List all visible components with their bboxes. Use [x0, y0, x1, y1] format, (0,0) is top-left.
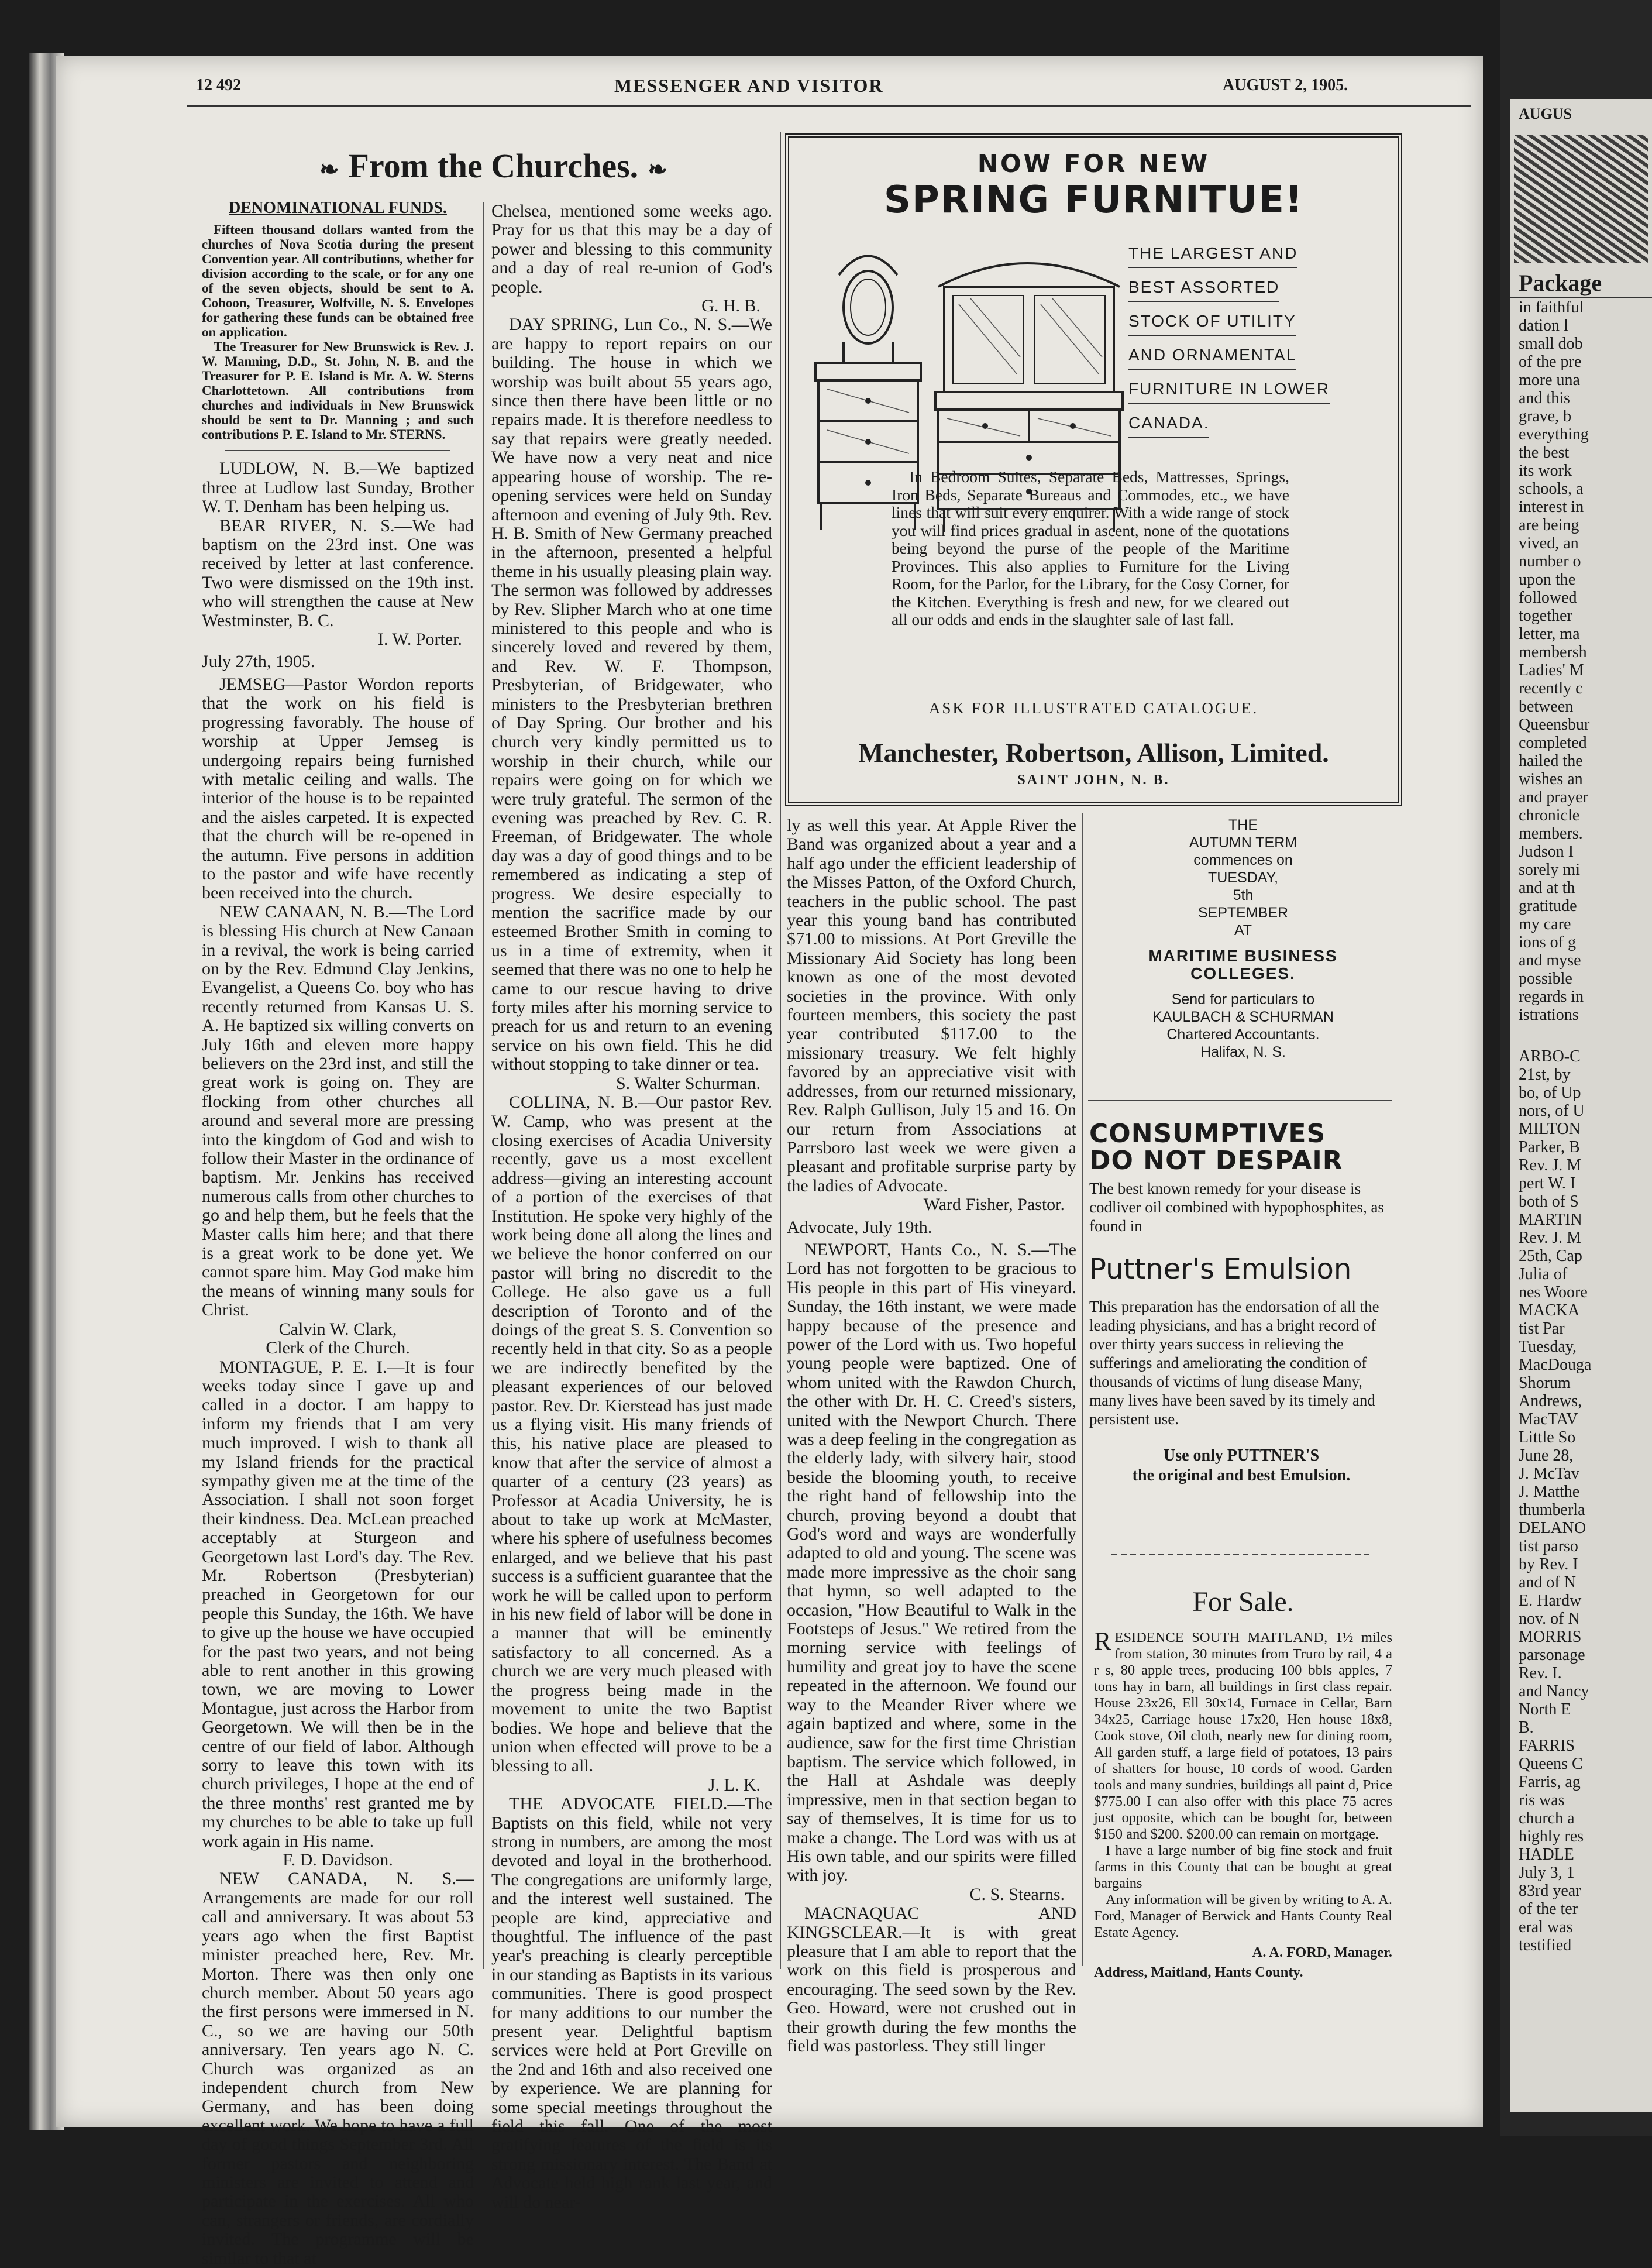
adjacent-page-line: of the ter [1519, 1900, 1578, 1918]
adjacent-page-line: parsonage [1519, 1646, 1585, 1664]
ad-signature: A. A. FORD, Manager. [1252, 1944, 1392, 1960]
signature: S. Walter Schurman. [616, 1073, 760, 1093]
column-rule [483, 202, 484, 1969]
ad-body: The best known remedy for your disease is codliver oil combined with hypophosphites, as found in [1089, 1180, 1384, 1235]
adjacent-page-line: Queensbur [1519, 716, 1590, 734]
adjacent-page-line: tist parso [1519, 1537, 1578, 1555]
report-chelsea-cont: Chelsea, mentioned some weeks ago. Pray for us that this may be a day of power and blessing to this community and a day of real re-union of God's people. [491, 201, 772, 297]
ornament-icon: ❧ [648, 156, 667, 183]
ornament-icon: ❧ [319, 156, 339, 183]
report-collina: COLLINA, N. B.—Our pastor Rev. W. Camp, who was present at the closing exercises of Acadia University recently, gave us a most excellent address—giving an interesting account of a portion of the exercises of that Institution. He spoke very highly of the work being done all along the lines and we believe the honor conferred on our pastor will bring no discredit to the College. He also gave us a full description of Toronto and of the doings of the great S. S. Convention so recently held in that city. So as a people we are indirectly benefited by the pleasant experiences of our beloved pastor. Rev. Dr. Kierstead has just made us a flying visit. His many friends of this, his native place are pleased to know that after the service of almost a quarter of a century (23 years) as Professor at Acadia University, he is about to take up work at McMaster, where his sphere of usefulness becomes enlarged, and we believe that his past success is a sufficient guarantee that the work he will be called upon to perform in his new field of labor will be done in a manner that will be eminently satisfactory to all concerned. As a church we are very much pleased with the progress being made in the movement to unite the two Baptist bodies. We hope and believe that the union when effected will prove to be a blessing to all. [491, 1092, 772, 1776]
funds-paragraph: The Treasurer for New Brunswick is Rev. J. W. Manning, D.D., St. John, N. B. and the Treasurer for P. E. Island is Mr. A. W. Sterns Charlottetown. All contributions from churches and individuals in New Brunswick should be sent to Dr. Manning ; and such contributions P. E. Island to Mr. STERNS. [202, 339, 474, 442]
adjacent-page-line: the best [1519, 444, 1570, 462]
adjacent-page-line: June 28, [1519, 1446, 1574, 1465]
adjacent-page-line: more una [1519, 371, 1580, 389]
adjacent-page-line: Judson I [1519, 843, 1574, 861]
ad-line: AT [1234, 922, 1252, 939]
column-2 [491, 202, 772, 2212]
ad-body: Any information will be given by writing to A. A. Ford, Manager of Berwick and Hants County Real Estate Agency. [1094, 1892, 1392, 1940]
ad-feature-item: STOCK OF UTILITY [1128, 308, 1296, 336]
issue-date: AUGUST 2, 1905. [1223, 76, 1348, 94]
adjacent-page-line: J. Matthe [1519, 1483, 1580, 1501]
adjacent-page-line: regards in [1519, 988, 1584, 1006]
adjacent-page-line: nors, of U [1519, 1102, 1585, 1120]
signature: F. D. Davidson. [283, 1850, 393, 1870]
column-rule [780, 132, 781, 1969]
report-ludlow: LUDLOW, N. B.—We baptized three at Ludlow last Sunday, Brother W. T. Denham has been helping us. [202, 459, 474, 517]
adjacent-page-line: membersh [1519, 643, 1587, 661]
adjacent-page-line: and at th [1519, 879, 1575, 897]
adjacent-page-line: my care [1519, 915, 1571, 933]
funds-heading: DENOMINATIONAL FUNDS. [229, 199, 447, 217]
adjacent-page-line: J. McTav [1519, 1465, 1579, 1483]
ad-tagline: Use only PUTTNER'S [1163, 1446, 1320, 1465]
adjacent-page-line: July 3, 1 [1519, 1864, 1575, 1882]
ad-tagline: the original and best Emulsion. [1132, 1466, 1351, 1484]
adjacent-page-line: MacTAV [1519, 1410, 1578, 1428]
adjacent-page-line: and Nancy [1519, 1682, 1589, 1700]
report-advocate: THE ADVOCATE FIELD.—The Baptists on this field, while not very strong in numbers, are among the most devoted and loyal in the brotherhood. The congregations are uniformly large, and the interest well sustained. The people are kind, appreciative and thoughtful. The influence of the past year's preaching is clearly perceptible in our standing as Baptists in its various communities. There is good prospect for many additions to our number the present year. Delightful baptism services were held at Port Greville on the 2nd and 16th and also received one by experience. We are planning for some special meetings throughout the field this fall. One of the most gratifying features of the field is its strong missionary interest. The Band at Advocate held high rank last year, and will do near- [491, 1794, 772, 2212]
adjacent-page-line: Rev. J. M [1519, 1229, 1582, 1247]
ad-company: Manchester, Robertson, Allison, Limited. [858, 738, 1329, 768]
adjacent-page-line: and of N [1519, 1573, 1576, 1592]
for-sale-advertisement [1094, 1586, 1392, 1981]
adjacent-page [1510, 99, 1652, 2112]
ad-line: AUTUMN TERM [1189, 834, 1297, 851]
ad-headline-large: SPRING FURNITUE! [883, 178, 1304, 222]
furniture-advertisement [785, 133, 1402, 806]
adjacent-page-line: Rev. J. M [1519, 1156, 1582, 1174]
college-advertisement [1091, 816, 1395, 1061]
adjacent-page-line: recently c [1519, 679, 1583, 697]
adjacent-page-line: are being [1519, 516, 1579, 534]
adjacent-page-line: of the pre [1519, 353, 1582, 371]
adjacent-page-line: FARRIS [1519, 1737, 1575, 1755]
ad-body: In Bedroom Suites, Separate Beds, Mattresses, Springs, Iron Beds, Separate Bureaus and Commodes, etc., we have lines that will suit every enquirer. With a wide range of stock you will find prices gradual in ascent, none of the quotations being beyond the purse of the people of the Maritime Provinces. This also applies to Furniture for the Living Room, for the Parlor, for the Library, for the Cosy Corner, for the Kitchen. Everything is fresh and new, for we cleared out all our odds and ends in the slaughter sale of last fall. [892, 468, 1289, 628]
dateline: July 27th, 1905. [202, 652, 315, 672]
adjacent-page-line: MACKA [1519, 1301, 1580, 1319]
adjacent-page-line: in faithful [1519, 298, 1584, 317]
adjacent-page-line: both of S [1519, 1193, 1579, 1211]
adjacent-page-line: MacDouga [1519, 1356, 1592, 1374]
drop-cap: R [1094, 1627, 1111, 1655]
adjacent-page-line: MARTIN [1519, 1211, 1582, 1229]
adjacent-page-line: ions of g [1519, 933, 1576, 951]
adjacent-page-line: DELANO [1519, 1519, 1586, 1537]
adjacent-page-line: gratitude [1519, 897, 1577, 915]
ad-body [1094, 1627, 1392, 1843]
ad-product-name: Puttner's Emulsion [1089, 1253, 1352, 1286]
adjacent-page-line: 83rd year [1519, 1882, 1581, 1900]
adjacent-page-line: istrations [1519, 1006, 1579, 1024]
signature: I. W. Porter. [377, 630, 462, 650]
ad-line: Send for particulars to [1171, 991, 1315, 1008]
adjacent-page-line: grave, b [1519, 407, 1572, 425]
adjacent-page-line: ARBO-C [1519, 1047, 1581, 1066]
ad-body: I have a large number of big fine stock and fruit farms in this County that can be bought at great bargains [1094, 1843, 1392, 1891]
signature: J. L. K. [708, 1775, 760, 1795]
report-advocate-cont: ly as well this year. At Apple River the Band was organized about a year and a half ago under the efficient leadership of the Misses Patton, of the Oxford Church, teachers in the public school. The past year this young band has contributed $71.00 to missions. At Port Greville the Missionary Aid Society has long been known as one of the most devoted societies in the province. With only fourteen members, this society the past year contributed $117.00 to the missionary treasury. We felt highly favored by an appreciative visit with addresses, from our returned missionary, Rev. Ralph Gullison, July 15 and 16. On our return from Associations at Parrsboro last week we were given a pleasant and profitable surprise party by the ladies of Advocate. [787, 816, 1076, 1195]
report-jemseg: JEMSEG—Pastor Wordon reports that the work on his field is progressing favorably. The house of worship at Upper Jemseg is undergoing repairs being furnished with metalic ceiling and walls. The interior of the house is to be repainted and the aisles carpeted. It is expected that the church will be re-opened in the autumn. Five persons in addition to the pastor and wife have recently been received into the church. [202, 674, 474, 903]
dateline: Advocate, July 19th. [787, 1217, 932, 1237]
adjacent-page-line: small dob [1519, 335, 1583, 353]
signature: C. S. Stearns. [969, 1884, 1065, 1904]
adjacent-page-line: Parker, B [1519, 1138, 1580, 1156]
ad-feature-item: AND ORNAMENTAL [1128, 342, 1296, 370]
adjacent-page-line: by Rev. I [1519, 1555, 1578, 1573]
ad-address: Address, Maitland, Hants County. [1094, 1964, 1303, 1980]
ad-divider [1088, 1100, 1392, 1101]
adjacent-page-line: together [1519, 607, 1572, 625]
ad-line: 5th [1233, 887, 1254, 903]
adjacent-page-line: pert W. I [1519, 1174, 1576, 1193]
adjacent-page-line: Julia of [1519, 1265, 1568, 1283]
ad-headline: For Sale. [1192, 1586, 1294, 1617]
column-1 [202, 199, 474, 2268]
adjacent-page-line: members. [1519, 824, 1583, 843]
page-number: 12 492 [196, 76, 241, 94]
adjacent-page-line: and prayer [1519, 788, 1588, 806]
adjacent-page-line: thumberla [1519, 1501, 1585, 1519]
adjacent-page-line: between [1519, 697, 1574, 716]
adjacent-page-line: Tuesday, [1519, 1338, 1577, 1356]
ad-line: commences on [1193, 852, 1293, 868]
adjacent-page-line: number o [1519, 552, 1581, 571]
ad-line: SEPTEMBER [1197, 905, 1289, 921]
adjacent-page-line: everything [1519, 425, 1589, 444]
signature: Ward Fisher, Pastor. [923, 1195, 1065, 1215]
adjacent-page-line: testified [1519, 1936, 1572, 1954]
adjacent-page-line: Ladies' M [1519, 661, 1584, 679]
emulsion-advertisement [1089, 1121, 1393, 1486]
adjacent-page-line: B. [1519, 1719, 1534, 1737]
adjacent-page-line: Rev. I. [1519, 1664, 1562, 1682]
adjacent-page-line: schools, a [1519, 480, 1584, 498]
ad-college-name: MARITIME BUSINESS [1148, 947, 1338, 965]
adjacent-page-header: AUGUS [1519, 105, 1572, 122]
ad-body-text: ESIDENCE SOUTH MAITLAND, 1½ miles from station, 30 minutes from Truro by rail, 4 a r s, 80 apple trees, producing 100 bbls apples, 7 tons hay in barn, all buildings in first class repair. House 23x26, Ell 30x14, Furnace in Cellar, Barn 34x25, Carriage house 17x20, Hen house 18x8, Cook stove, Oil cloth, nearly new for dining room, All garden stuff, a large field of potatoes, 13 pairs of shatters for house, 10 cords of wood. Garden tools and many sundries, buildings all paint d, Price $775.00 I can also offer with this place 75 acres just opposite, which can be bought for, between $150 and $200. $200.00 can remain on mortgage. [1094, 1630, 1392, 1842]
adjacent-page-line: tist Par [1519, 1319, 1565, 1338]
adjacent-page-line: church a [1519, 1809, 1575, 1827]
ad-headline: CONSUMPTIVES [1089, 1119, 1326, 1149]
ad-headline: NOW FOR NEW [977, 149, 1210, 178]
adjacent-page-line: wishes an [1519, 770, 1583, 788]
header-rule [187, 105, 1471, 107]
ad-line: Halifax, N. S. [1200, 1044, 1286, 1060]
ad-catalogue-line: ASK FOR ILLUSTRATED CATALOGUE. [928, 699, 1259, 717]
adjacent-page-illustration [1514, 135, 1648, 263]
adjacent-page-line: bo, of Up [1519, 1084, 1581, 1102]
ad-feature-item: FURNITURE IN LOWER [1128, 376, 1330, 404]
adjacent-page-line: Queens C [1519, 1755, 1583, 1773]
adjacent-page-line: nov. of N [1519, 1610, 1580, 1628]
ad-line: TUESDAY, [1208, 870, 1278, 886]
divider [225, 450, 450, 451]
adjacent-page-line: MILTON [1519, 1120, 1581, 1138]
column-3 [787, 816, 1076, 2056]
signature-title: Clerk of the Church. [266, 1338, 410, 1358]
adjacent-page-line: eral was [1519, 1918, 1573, 1936]
adjacent-page-line: upon the [1519, 571, 1576, 589]
adjacent-page-line: chronicle [1519, 806, 1580, 824]
adjacent-page-line: North E [1519, 1700, 1571, 1719]
adjacent-page-line: Shorum [1519, 1374, 1571, 1392]
adjacent-page-line: completed [1519, 734, 1587, 752]
ad-feature-list [1128, 240, 1386, 444]
adjacent-page-line: vived, an [1519, 534, 1579, 552]
ad-line: THE [1228, 817, 1258, 833]
adjacent-page-line: and myse [1519, 951, 1581, 970]
adjacent-page-line: 25th, Cap [1519, 1247, 1582, 1265]
adjacent-page-line: followed [1519, 589, 1577, 607]
report-bear-river: BEAR RIVER, N. S.—We had baptism on the 23rd inst. One was received by letter at last conference. Two were dismissed on the 19th inst. who will strengthen the cause at New Westminster, B. C. [202, 516, 474, 630]
masthead: MESSENGER AND VISITOR [614, 75, 884, 96]
adjacent-page-column [1510, 298, 1652, 1024]
adjacent-page-line: nes Woore [1519, 1283, 1588, 1301]
adjacent-page-line: highly res [1519, 1827, 1584, 1846]
signature: G. H. B. [701, 296, 760, 316]
report-new-canada: NEW CANADA, N. S.—Arrangements are made for our roll call and anniversary. It was about 53 years ago when the first Baptist minister preached here, Rev. Mr. Morton. There was then only one church member. About 50 years ago the first persons were immersed in N. C., so we are having our 50th anniversary. Ten years ago N. C. Church was organized as an independent church from New Germany, and has been doing excellent work. We hope to have a full day of good things September 3rd. All former pastors and neighboring ministers are invited to attend and participate in the exercises. All who can, strangers or friends, are cordially invited. The programme will be similar to that at [202, 1869, 474, 2268]
ad-line: Chartered Accountants. [1166, 1026, 1320, 1043]
ad-city: SAINT JOHN, N. B. [1017, 772, 1170, 788]
section-title-text: From the Churches. [348, 147, 639, 185]
adjacent-page-line: MORRIS [1519, 1628, 1582, 1646]
report-montague: MONTAGUE, P. E. I.—It is four weeks today since I gave up and called in a doctor. I am happy to inform my friends that I am very much improved. I wish to thank all my Island friends for the practical sympathy given me at the time of the Association. I shall not soon forget their kindness. Dea. McLean preached acceptably at Sturgeon and Georgetown last Lord's day. The Rev. Mr. Robertson (Presbyterian) preached in Georgetown for our people this Sunday, the 16th. We have to give up the house we have occupied for the past two years, and not being able to rent another in this growing town, we are moving to Lower Montague, just across the Harbor from Georgetown. We will then be in the centre of our field of labor. Although sorry to leave this town with its church privileges, I hope at the end of the three months' rest granted me by my churches to be able to take up full work again in His name. [202, 1357, 474, 1851]
report-day-spring: DAY SPRING, Lun Co., N. S.—We are happy to report repairs on our building. The house in which we worship was built about 55 years ago, since then there have been little or no repairs made. It is therefore needless to say that repairs were greatly needed. We have now a very neat and nice appearing house of worship. The re-opening services were held on Sunday afternoon and evening of July 9th. Rev. H. B. Smith of New Germany preached in the afternoon, presented a helpful theme in his usually pleasing plain way. The sermon was followed by addresses by Rev. Slipher March who at one time ministered to this people and who is sincerely loved and revered by them, and Rev. W. F. Thompson, Presbyterian, of Bridgewater, who ministers to the Presbyterian brethren of Day Spring. Our brother and his church very kindly permitted us to worship in their church, while our repairs were going on for which we were truly grateful. The sermon of the evening was preached by Rev. C. R. Freeman, of Bridgewater. The whole day was a day of good things and to be remembered as indicating a step of progress. We desire especially to mention the sacrifice made by our esteemed Brother Smith in coming to us in a time of extremity, when it seemed that there was no one to help he came to our rescue having to drive forty miles after his morning service to preach for us and return to an evening service on his own field. This he did without stopping to take dinner or tea. [491, 315, 772, 1074]
adjacent-page-line: sorely mi [1519, 861, 1580, 879]
adjacent-page-line: and this [1519, 389, 1570, 407]
ad-divider [1111, 1554, 1369, 1555]
adjacent-page-line: Farris, ag [1519, 1773, 1581, 1791]
ad-headline: DO NOT DESPAIR [1089, 1146, 1343, 1176]
adjacent-page-line: ris was [1519, 1791, 1565, 1809]
adjacent-page-line: its work [1519, 462, 1572, 480]
adjacent-page-line: interest in [1519, 498, 1584, 516]
ad-feature-item: BEST ASSORTED [1128, 274, 1279, 302]
adjacent-page-line: hailed the [1519, 752, 1583, 770]
report-new-canaan: NEW CANAAN, N. B.—The Lord is blessing His church at New Canaan in a revival, the work is being carried on by the Rev. Edmund Clay Jenkins, Evangelist, a Queens Co. boy who has recently returned from Kansas U. S. A. He baptized six willing converts on July 16th and eleven more happy believers on the 23rd inst, and still the great work is going on. They are flocking from other churches all around and several more are pressing into the kingdom of God and wish to follow their Master in the ordinance of baptism. Mr. Jenkins has received numerous calls from other churches to go and help them, but he feels that the Master calls him here; and that there is a great work to be done yet. We cannot spare him. May God make him the means of winning many souls for Christ. [202, 902, 474, 1320]
column-rule [1082, 813, 1083, 1966]
adjacent-page-line: possible [1519, 970, 1572, 988]
adjacent-page-line: letter, ma [1519, 625, 1580, 643]
adjacent-page-column [1510, 1047, 1652, 1954]
report-macnaquac: MACNAQUAC AND KINGSCLEAR.—It is with great pleasure that I am able to report that the work on this field is prosperous and encouraging. The seed sown by the Rev. Geo. Howard, were not crushed out in their growth during the few months the field was pastorless. They still linger [787, 1903, 1076, 2056]
adjacent-page-line: E. Hardw [1519, 1592, 1582, 1610]
ad-line: KAULBACH & SCHURMAN [1152, 1009, 1334, 1025]
adjacent-page-line: HADLE [1519, 1846, 1574, 1864]
ad-body: This preparation has the endorsation of all the leading physicians, and has a bright record of over thirty years success in relieving the sufferings and ameliorating the condition of thousands of victims of lung disease Many, many lives have been saved by its timely and persistent use. [1089, 1298, 1379, 1428]
ad-feature-item: CANADA. [1128, 410, 1209, 438]
adjacent-page-line: dation l [1519, 317, 1568, 335]
adjacent-page-line: Little So [1519, 1428, 1576, 1446]
adjacent-page-line: 21st, by [1519, 1066, 1571, 1084]
ad-feature-item: THE LARGEST AND [1128, 240, 1297, 268]
adjacent-page-title: Package [1510, 269, 1652, 298]
section-title [310, 146, 677, 185]
ad-college-name: COLLEGES. [1190, 964, 1296, 982]
adjacent-page-line: Andrews, [1519, 1392, 1582, 1410]
report-newport: NEWPORT, Hants Co., N. S.—The Lord has not forgotten to be gracious to His people in this part of His vineyard. Sunday, the 16th instant, we were made happy because of the presence and power of the Lord with us. Two hopeful young people were baptized. One of whom united with the Rawdon Church, the other with Dr. H. C. Creed's sisters, united with the Newport Church. There was a deep feeling in the congregation as the elderly lady, with silvery hair, stood beside the blooming youth, to receive the right hand of fellowship into the church, proving beyond a doubt that God's word and ways are wonderfully adapted to old and young. The scene was made more impressive as the choir sang that hymn, so well adapted to the occasion, "How Beautiful to Walk in the Footsteps of Jesus." We retired from the morning service with feelings of humility and great joy to have the scene repeated in the afternoon. We found our way to the Meander River where we again baptized and where, some in the audience, saw for the first time Christian baptism. The service which followed, in the Hall at Ashdale was deeply impressive, men in that section began to say of themselves, It is time for us to make a change. The Lord was with us at His own table, and our spirits were filled with joy. [787, 1239, 1076, 1885]
funds-paragraph: Fifteen thousand dollars wanted from the churches of Nova Scotia during the present Convention year. All contributions, whether for division according to the scale, or for any one of the seven objects, should be sent to A. Cohoon, Treasurer, Wolfville, N. S. Envelopes for gathering these funds can be obtained free on application. [202, 222, 474, 340]
signature: Calvin W. Clark, [278, 1319, 397, 1339]
